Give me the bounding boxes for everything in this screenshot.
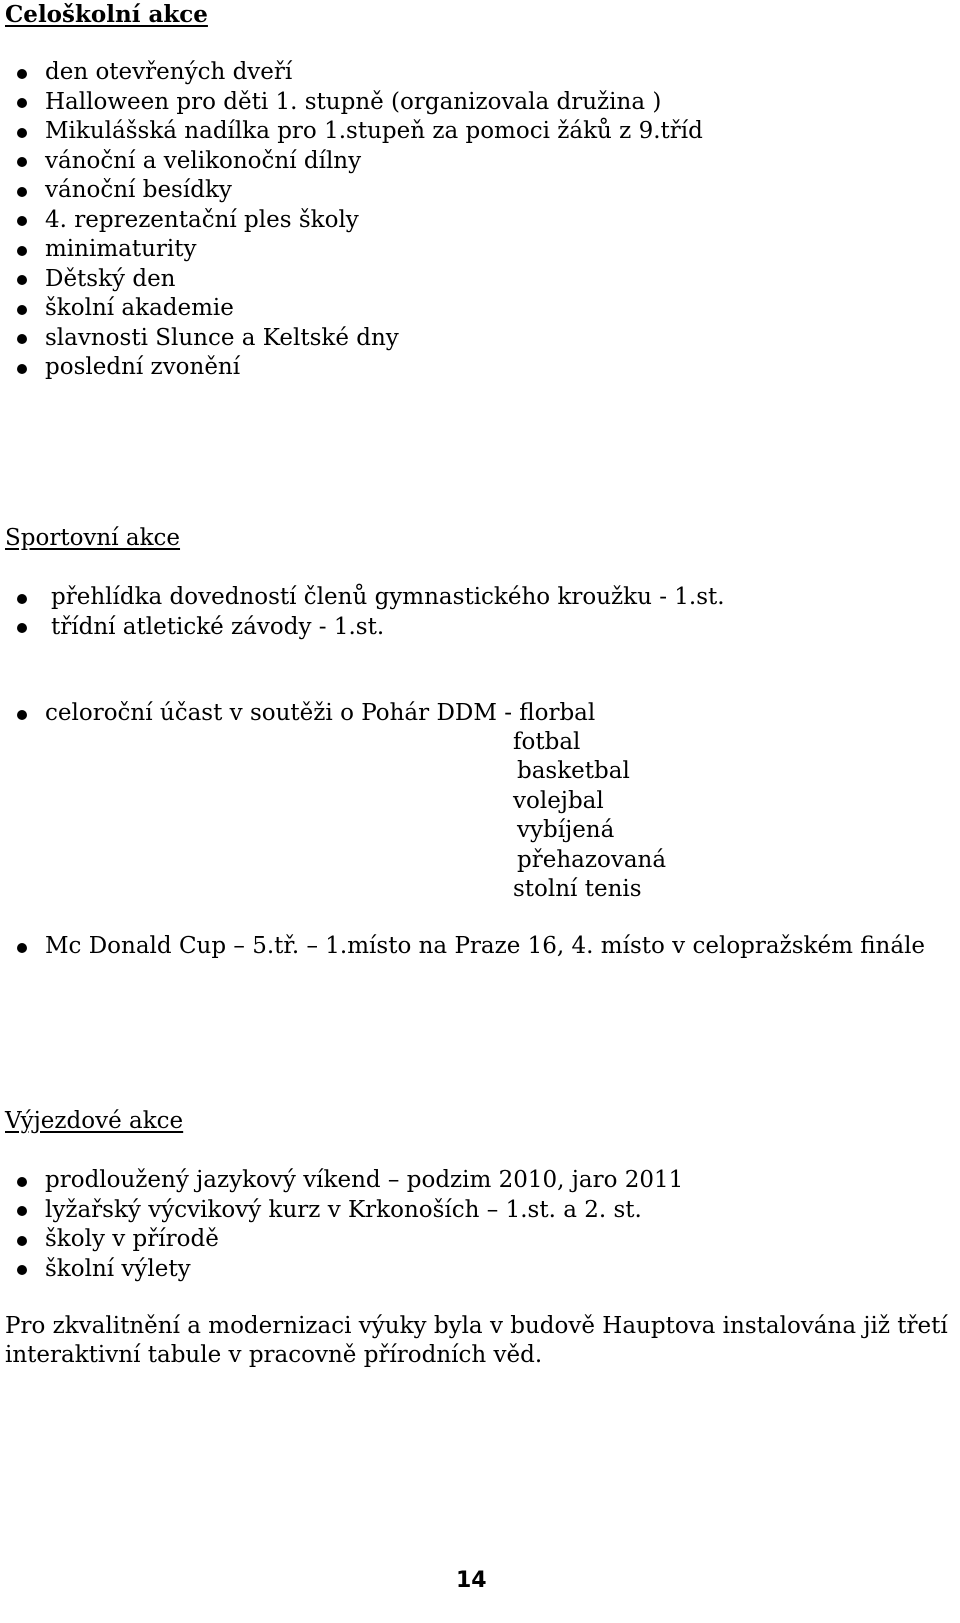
ddm-sport-item: vybíjená [517,817,615,843]
closing-paragraph-line: interaktivní tabule v pracovně přírodních věd. [5,1342,543,1368]
ddm-sport-item: stolní tenis [513,876,642,902]
page-number: 14 [456,1568,487,1593]
ddm-sport-item: volejbal [513,788,604,814]
bullet-icon [17,364,27,374]
bullet-icon [17,623,27,633]
bullet-icon [17,187,27,197]
bullet-icon [17,710,27,720]
bullet-icon [17,1177,27,1187]
bullet-icon [17,1206,27,1216]
bullet-icon [17,69,27,79]
bullet-icon [17,1265,27,1275]
bullet-icon [17,128,27,138]
ddm-sport-item: basketbal [517,758,630,784]
bullet-icon [17,216,27,226]
ddm-sport-item: přehazovaná [517,847,667,873]
ddm-sport-item: fotbal [513,729,581,755]
school-events-heading: Celoškolní akce [5,1,208,28]
bullet-icon [17,305,27,315]
bullet-icon [17,157,27,167]
sport-events-heading: Sportovní akce [5,525,181,551]
bullet-icon [17,334,27,344]
closing-paragraph-line: Pro zkvalitnění a modernizaci výuky byla v budově Hauptova instalována již třetí [5,1313,948,1339]
bullet-icon [17,246,27,256]
bullet-icon [17,594,27,604]
bullet-icon [17,275,27,285]
bullet-icon [17,1236,27,1246]
trip-events-heading: Výjezdové akce [5,1108,184,1134]
bullet-icon [17,98,27,108]
bullet-icon [17,943,27,953]
